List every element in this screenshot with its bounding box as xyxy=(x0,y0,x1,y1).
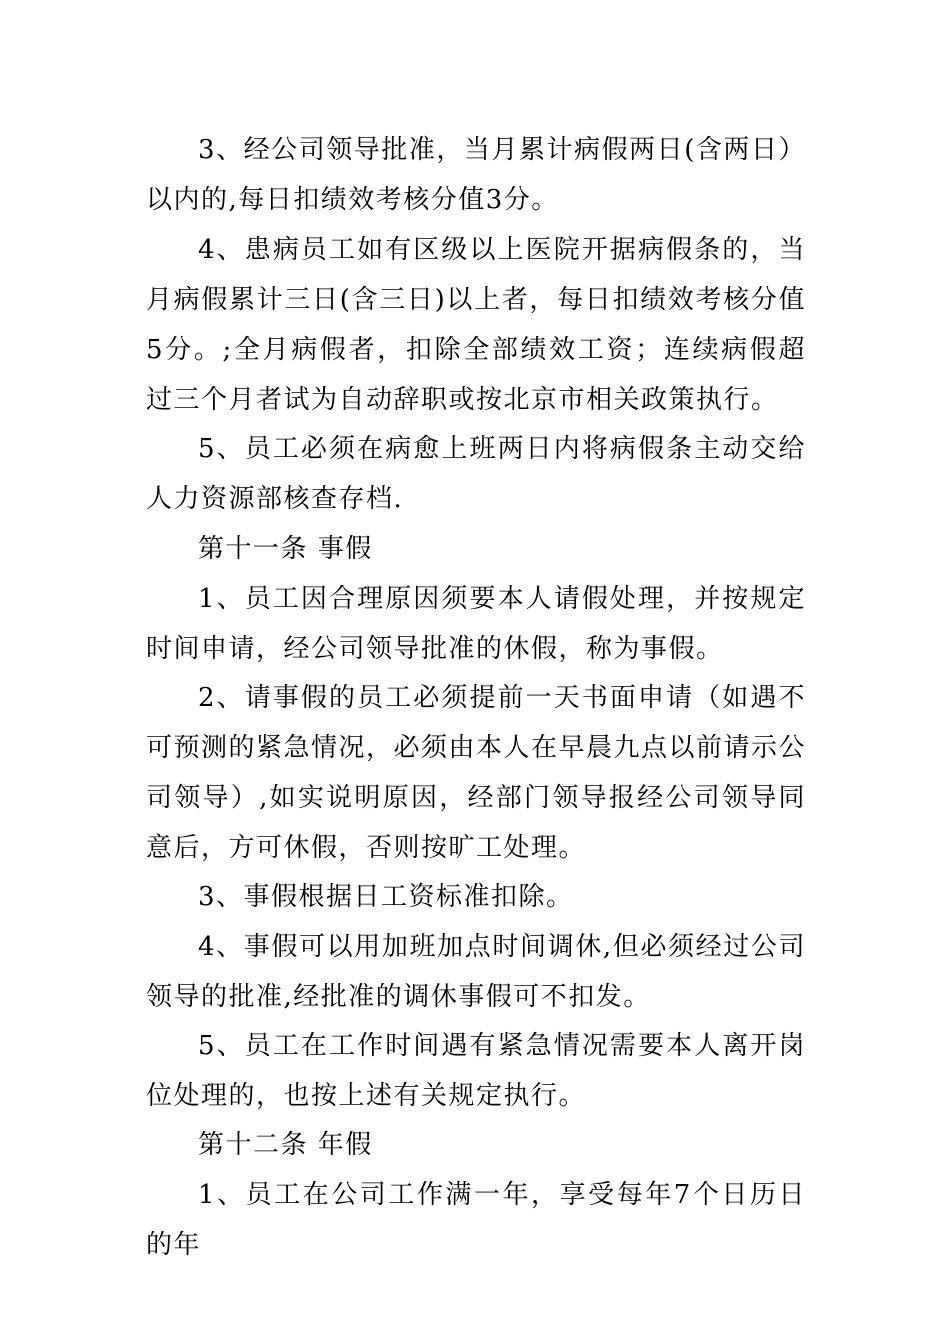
paragraph-sick-leave-5: 5、员工必须在病愈上班两日内将病假条主动交给人力资源部核查存档. xyxy=(146,434,806,514)
paragraph-annual-leave-1: 1、员工在公司工作满一年，享受每年7个日历日的年 xyxy=(146,1180,806,1260)
paragraph-personal-leave-4: 4、事假可以用加班加点时间调休,但必须经过公司领导的批准,经批准的调休事假可不扣发。 xyxy=(146,932,806,1012)
section-heading-annual-leave: 第十二条 年假 xyxy=(198,1130,373,1160)
paragraph-personal-leave-3: 3、事假根据日工资标准扣除。 xyxy=(198,882,574,912)
paragraph-sick-leave-3: 3、经公司领导批准，当月累计病假两日(含两日）以内的,每日扣绩效考核分值3分。 xyxy=(146,135,806,215)
paragraph-personal-leave-2: 2、请事假的员工必须提前一天书面申请（如遇不可预测的紧急情况，必须由本人在早晨九点以前请示公司领导）,如实说明原因，经部门领导报经公司领导同意后，方可休假，否则按旷工处理。 xyxy=(146,683,807,863)
paragraph-personal-leave-1: 1、员工因合理原因须要本人请假处理，并按规定时间申请，经公司领导批准的休假，称为事假。 xyxy=(146,584,806,664)
paragraph-sick-leave-4: 4、患病员工如有区级以上医院开据病假条的，当月病假累计三日(含三日)以上者，每日扣绩效考核分值5分。;全月病假者，扣除全部绩效工资；连续病假超过三个月者试为自动辞职或按北京市相关政策执行。 xyxy=(146,235,806,415)
section-heading-personal-leave: 第十一条 事假 xyxy=(198,534,373,564)
paragraph-personal-leave-5: 5、员工在工作时间遇有紧急情况需要本人离开岗位处理的，也按上述有关规定执行。 xyxy=(146,1031,806,1111)
